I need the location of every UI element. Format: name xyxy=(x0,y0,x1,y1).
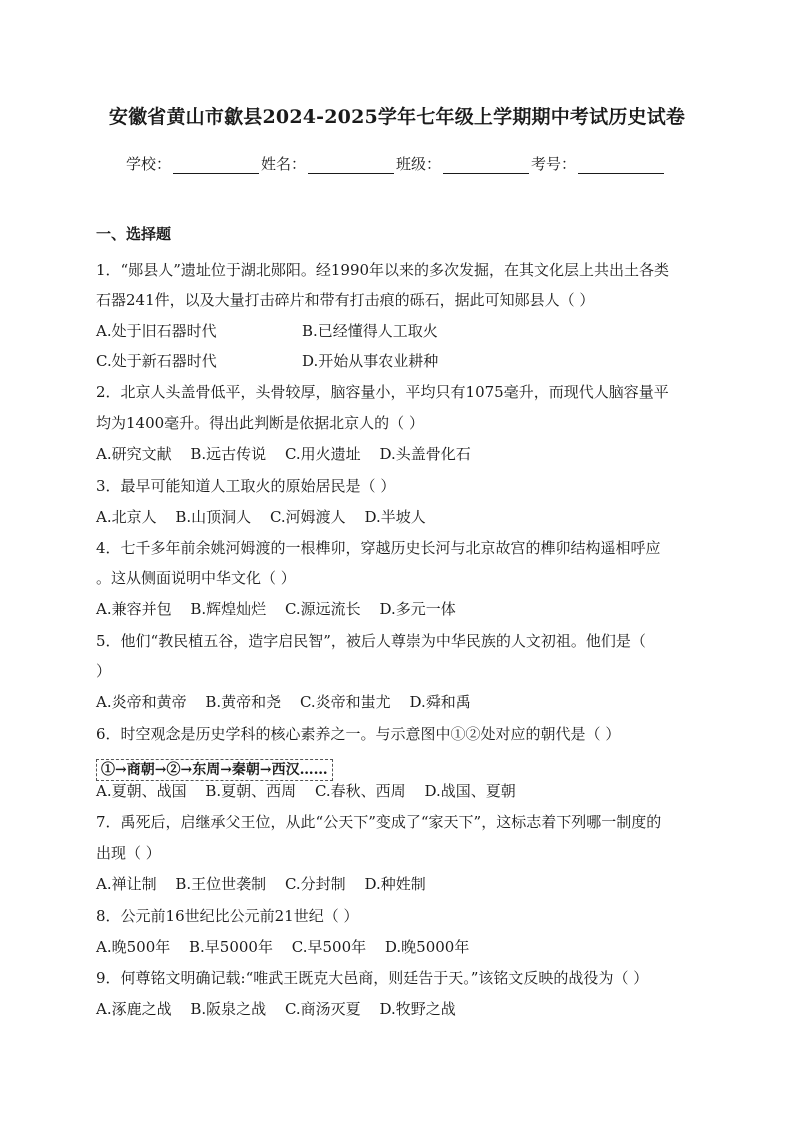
student-info-row xyxy=(126,153,666,174)
option-d[interactable]: D.牧野之战 xyxy=(379,1000,456,1018)
question-8-options xyxy=(96,937,469,957)
dynasty-timeline-diagram: ①→商朝→②→东周→秦朝→西汉…… xyxy=(96,759,333,781)
school-label: 学校： xyxy=(126,155,172,173)
option-a[interactable]: A.北京人 xyxy=(96,508,157,526)
option-c[interactable]: C.用火遗址 xyxy=(284,445,361,463)
option-b[interactable]: B.辉煌灿烂 xyxy=(190,600,267,618)
option-b[interactable]: B.夏朝、西周 xyxy=(205,782,297,800)
question-4-options xyxy=(96,599,456,619)
option-a[interactable]: A.涿鹿之战 xyxy=(96,1000,172,1018)
option-b[interactable]: B.黄帝和尧 xyxy=(205,693,282,711)
question-6-options xyxy=(96,781,516,801)
option-d[interactable]: D.战国、夏朝 xyxy=(424,782,516,800)
option-a[interactable]: A.夏朝、战国 xyxy=(96,782,187,800)
option-d[interactable]: D.开始从事农业耕种 xyxy=(302,352,439,370)
class-field xyxy=(396,153,531,174)
option-b[interactable]: B.山顶洞人 xyxy=(175,508,252,526)
question-1-options-row-1 xyxy=(96,321,508,341)
name-blank[interactable] xyxy=(308,157,394,174)
option-b[interactable]: B.远古传说 xyxy=(190,445,267,463)
name-field xyxy=(261,153,396,174)
question-9-options xyxy=(96,999,456,1019)
option-d[interactable]: D.舜和禹 xyxy=(409,693,471,711)
option-d[interactable]: D.头盖骨化石 xyxy=(379,445,471,463)
option-a[interactable]: A.兼容并包 xyxy=(96,600,172,618)
option-c[interactable]: C.源远流长 xyxy=(284,600,361,618)
question-2-options xyxy=(96,444,471,464)
option-d[interactable]: D.晚5000年 xyxy=(384,938,470,956)
option-c[interactable]: C.早500年 xyxy=(291,938,367,956)
option-c[interactable]: C.分封制 xyxy=(284,875,346,893)
option-c[interactable]: C.春秋、西周 xyxy=(314,782,406,800)
option-b[interactable]: B.早5000年 xyxy=(189,938,273,956)
option-a[interactable]: A.禅让制 xyxy=(96,875,157,893)
option-d[interactable]: D.种姓制 xyxy=(364,875,426,893)
question-7-line-2: 出现（ ） xyxy=(96,844,161,862)
option-a[interactable]: A.处于旧石器时代 xyxy=(96,322,217,340)
option-c[interactable]: C.商汤灭夏 xyxy=(284,1000,361,1018)
name-label: 姓名： xyxy=(261,155,307,173)
option-c[interactable]: C.河姆渡人 xyxy=(269,508,346,526)
option-a[interactable]: A.研究文献 xyxy=(96,445,172,463)
option-d[interactable]: D.半坡人 xyxy=(364,508,426,526)
option-c[interactable]: C.处于新石器时代 xyxy=(96,352,217,370)
number-field xyxy=(531,153,666,174)
question-4-line-2: 。这从侧面说明中华文化（ ） xyxy=(96,569,296,587)
question-3-line-1: 3．最早可能知道人工取火的原始居民是（ ） xyxy=(96,477,396,495)
section-heading: 一、选择题 xyxy=(96,225,172,243)
question-6-line-1: 6．时空观念是历史学科的核心素养之一。与示意图中①②处对应的朝代是（ ） xyxy=(96,725,621,743)
exam-title: 安徽省黄山市歙县2024-2025学年七年级上学期期中考试历史试卷 xyxy=(108,106,686,128)
question-9-line-1: 9．何尊铭文明确记载:“唯武王既克大邑商，则廷告于天。”该铭文反映的战役为（ ） xyxy=(96,969,649,987)
question-4-line-1: 4．七千多年前余姚河姆渡的一根榫卯，穿越历史长河与北京故宫的榫卯结构遥相呼应 xyxy=(96,539,661,557)
option-c[interactable]: C.炎帝和蚩尤 xyxy=(299,693,391,711)
question-7-options xyxy=(96,874,426,894)
question-2-line-2: 均为1400毫升。得出此判断是依据北京人的（ ） xyxy=(96,414,424,432)
question-1-line-1: 1．“郧县人”遗址位于湖北郧阳。经1990年以来的多次发掘，在其文化层上共出土各类 xyxy=(96,261,670,279)
question-1-line-2: 石器241件，以及大量打击碎片和带有打击痕的砾石，据此可知郧县人（ ） xyxy=(96,291,595,309)
option-b[interactable]: B.阪泉之战 xyxy=(190,1000,267,1018)
question-8-line-1: 8．公元前16世纪比公元前21世纪（ ） xyxy=(96,907,359,925)
question-5-options xyxy=(96,692,471,712)
class-blank[interactable] xyxy=(443,157,529,174)
number-blank[interactable] xyxy=(578,157,664,174)
school-field xyxy=(126,153,261,174)
school-blank[interactable] xyxy=(173,157,259,174)
question-1-options-row-2 xyxy=(96,351,508,371)
question-2-line-1: 2．北京人头盖骨低平，头骨较厚，脑容量小，平均只有1075毫升，而现代人脑容量平 xyxy=(96,383,669,401)
option-d[interactable]: D.多元一体 xyxy=(379,600,456,618)
question-7-line-1: 7．禹死后，启继承父王位，从此“公天下”变成了“家天下”，这标志着下列哪一制度的 xyxy=(96,813,662,831)
question-3-options xyxy=(96,507,426,527)
question-5-line-1: 5．他们“教民植五谷，造字启民智”，被后人尊崇为中华民族的人文初祖。他们是（ xyxy=(96,632,646,650)
option-a[interactable]: A.炎帝和黄帝 xyxy=(96,693,187,711)
class-label: 班级： xyxy=(396,155,442,173)
question-5-line-2: ） xyxy=(96,662,112,680)
option-b[interactable]: B.已经懂得人工取火 xyxy=(302,322,438,340)
number-label: 考号： xyxy=(531,155,577,173)
option-b[interactable]: B.王位世袭制 xyxy=(175,875,267,893)
option-a[interactable]: A.晚500年 xyxy=(96,938,171,956)
